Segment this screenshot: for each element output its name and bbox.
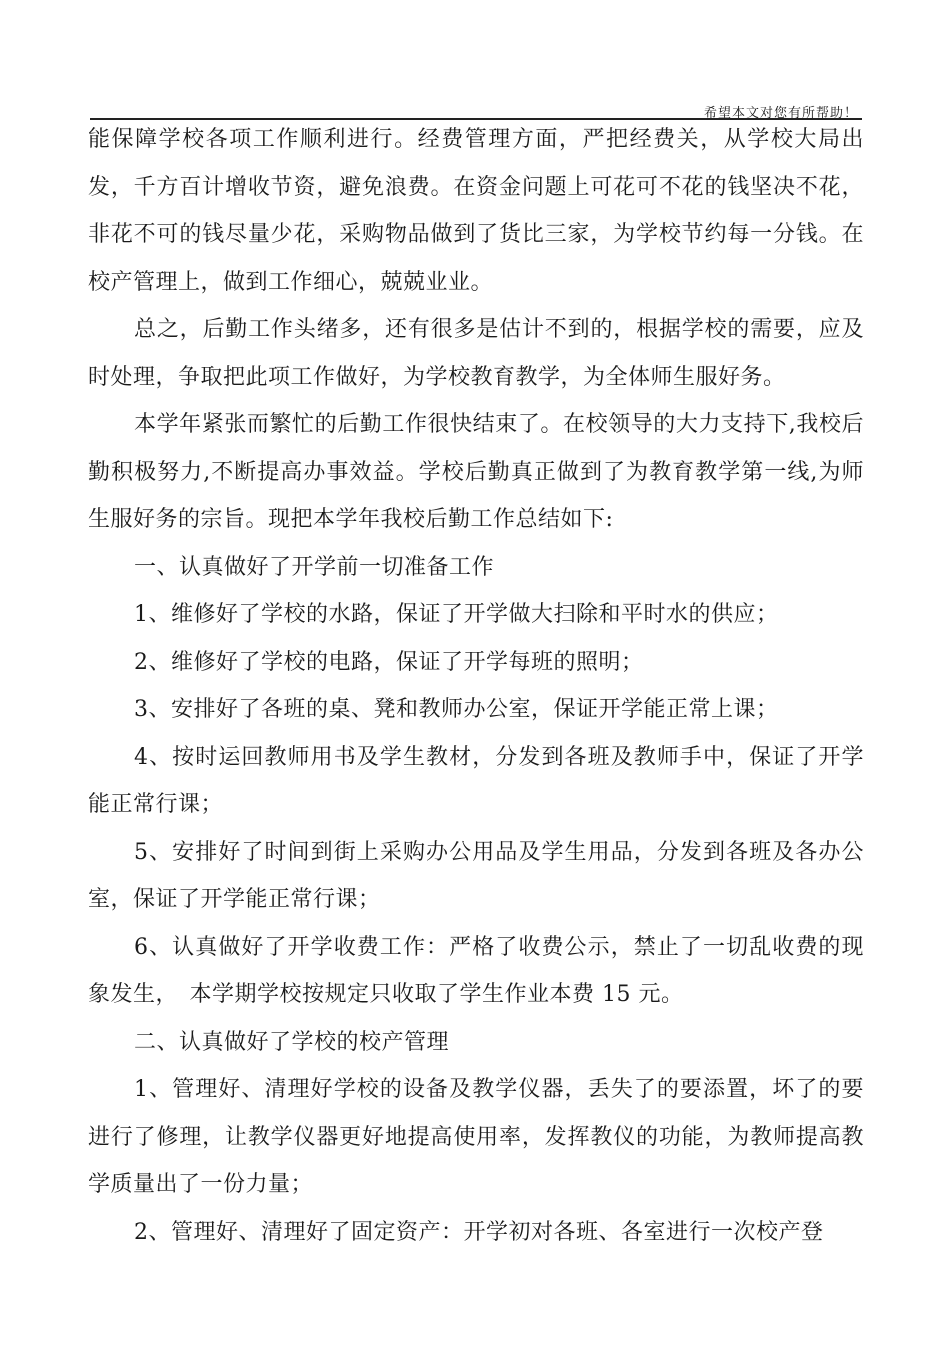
section-heading-1: 一、认真做好了开学前一切准备工作 [134, 554, 495, 580]
header-note: 希望本文对您有所帮助！ [703, 106, 858, 121]
list-item-1-6: 6、认真做好了开学收费工作：严格了收费公示，禁止了一切乱收费的现象发生， 本学期学校按规定只收取了学生作业本费 15 元。 [88, 934, 864, 1007]
list-item-1-3: 3、安排好了各班的桌、凳和教师办公室，保证开学能正常上课； [134, 697, 779, 722]
paragraph-continuation: 能保障学校各项工作顺利进行。经费管理方面，严把经费关，从学校大局出发，千方百计增收节资，避免浪费。在资金问题上可花可不花的钱坚决不花，非花不可的钱尽量少花，采购物品做到了货比三家，为学校节约每一分钱。在校产管理上，做到工作细心，兢兢业业。 [88, 127, 864, 295]
list-item-1-4: 4、按时运回教师用书及学生教材，分发到各班及教师手中，保证了开学能正常行课； [88, 744, 864, 817]
list-item-1-2: 2、维修好了学校的电路，保证了开学每班的照明； [134, 649, 644, 675]
document-body [88, 116, 864, 1256]
list-item-1-5: 5、安排好了时间到街上采购办公用品及学生用品，分发到各班及各办公室，保证了开学能正常行课； [88, 839, 864, 912]
list-item-1-1: 1、维修好了学校的水路，保证了开学做大扫除和平时水的供应； [134, 602, 779, 627]
list-item-2-1: 1、管理好、清理好学校的设备及教学仪器，丢失了的要添置，坏了的要进行了修理，让教学仪器更好地提高使用率，发挥教仪的功能，为教师提高教学质量出了一份力量； [88, 1077, 864, 1197]
section-heading-2: 二、认真做好了学校的校产管理 [134, 1029, 450, 1055]
paragraph-intro: 本学年紧张而繁忙的后勤工作很快结束了。在校领导的大力支持下,我校后勤积极努力,不断提高办事效益。学校后勤真正做到了为教育教学第一线,为师生服好务的宗旨。现把本学年我校后勤工作总结如下: [88, 412, 864, 532]
paragraph-summary: 总之，后勤工作头绪多，还有很多是估计不到的，根据学校的需要，应及时处理，争取把此项工作做好，为学校教育教学，为全体师生服好务。 [88, 317, 864, 390]
list-item-2-2: 2、管理好、清理好了固定资产：开学初对各班、各室进行一次校产登 [134, 1219, 824, 1245]
